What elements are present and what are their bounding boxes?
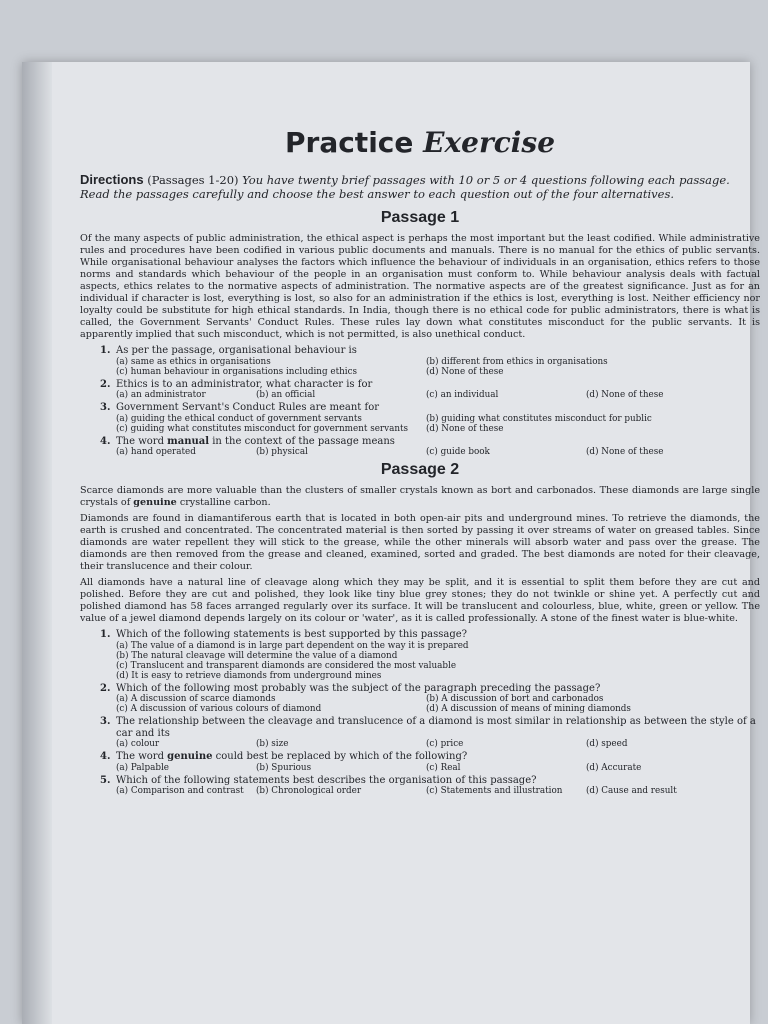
option-d: (d) It is easy to retrieve diamonds from underground mines (116, 670, 382, 681)
question-text (116, 436, 760, 448)
p2-question-1 (100, 629, 760, 681)
option-c: (c) Translucent and transparent diamonds are considered the most valuable (116, 660, 457, 671)
directions-text: You have twenty brief passages with 10 or 5 or 4 questions following each passage. Read the passages carefully and choose the best answer to each question out of the four alternatives. (80, 173, 730, 201)
question-number: 1. (100, 345, 111, 356)
option-d: (d) Cause and result (586, 786, 677, 796)
option-c: (c) Statements and illustration (426, 786, 563, 796)
p2-question-3 (100, 716, 760, 749)
option-b: (b) an official (256, 390, 316, 400)
option-d: (d) None of these (426, 423, 504, 434)
question-text: Which of the following most probably was the subject of the paragraph preceding the passage? (116, 682, 601, 694)
option-c: (c) A discussion of various colours of diamond (116, 704, 322, 714)
option-c: (c) price (426, 739, 464, 749)
p1-question-1 (100, 345, 760, 377)
option-d: (d) None of these (586, 447, 664, 457)
options (116, 786, 760, 796)
option-d: (d) A discussion of means of mining diamonds (426, 704, 631, 714)
question-number: 1. (100, 629, 111, 640)
option-b: (b) Spurious (256, 762, 312, 773)
option-b: (b) A discussion of bort and carbonados (426, 694, 604, 704)
question-text-pre: The word (116, 751, 168, 762)
option-b: (b) The natural cleavage will determine the value of a diamond (116, 650, 398, 661)
question-number: 4. (100, 751, 111, 762)
option-b: (b) guiding what constitutes misconduct for public (426, 413, 652, 424)
question-number: 2. (100, 682, 111, 694)
question-text: The relationship between the cleavage and translucence of a diamond is most similar in relationship as between the style of a car and its (116, 716, 756, 739)
option-a: (a) Palpable (116, 762, 170, 773)
question-text: Which of the following statements best describes the organisation of this passage? (116, 774, 537, 786)
option-c: (c) human behaviour in organisations including ethics (116, 366, 358, 377)
option-c: (c) Real (426, 762, 461, 773)
p1-question-4 (100, 436, 760, 458)
passage1-heading: Passage 1 (380, 209, 460, 226)
option-a: (a) guiding the ethical conduct of government servants (116, 413, 362, 424)
question-text: As per the passage, organisational behaviour is (116, 345, 357, 356)
option-a: (a) same as ethics in organisations (116, 356, 271, 367)
p2-question-4 (100, 751, 760, 773)
option-c: (c) an individual (426, 390, 499, 400)
para-text-post: crystalline carbon. (176, 497, 271, 508)
question-keyword: manual (167, 435, 210, 447)
passage2-para-2: Diamonds are found in diamantiferous earth that is located in both open-air pits and underground mines. To retrieve the diamonds, the earth is crushed and concentrated. The concentrated material is then sorted by passing it over streams of water on greased tables. Since diamonds are water repellent they will stick to the grease, while the other minerals will absorb water and pass over the grease. The diamonds are then removed from the grease and cleaned, examined, sorted and graded. The best diamonds are noted for their cleavage, their translucence and their colour. (80, 513, 760, 572)
options (116, 641, 760, 681)
option-a: (a) colour (116, 739, 160, 749)
passage2-heading: Passage 2 (380, 461, 460, 478)
option-a: (a) an administrator (116, 390, 206, 400)
page-content (80, 126, 760, 798)
question-text (116, 751, 760, 763)
options (116, 447, 760, 457)
p1-question-3 (100, 402, 760, 434)
p1-question-2 (100, 379, 760, 401)
directions-range: (Passages 1-20) (147, 173, 239, 187)
directions (80, 173, 760, 201)
question-number: 2. (100, 378, 111, 390)
title-main: Practice (284, 126, 414, 159)
page-title (80, 126, 760, 159)
options (116, 739, 760, 749)
option-a: (a) A discussion of scarce diamonds (116, 694, 276, 704)
option-b: (b) different from ethics in organisations (426, 356, 608, 367)
passage1-text: Of the many aspects of public administration, the ethical aspect is perhaps the most important but the least codified. While administrative rules and procedures have been codified in various public documents and manuals. There is no manual for the ethics of public servants. While organisational behaviour analyses the factors which influence the behaviour of individuals in an organisation, ethics refers to those norms and standards which behaviour of the people in an organisation must conform to. While behaviour analysis deals with factual aspects, ethics relates to the normative aspects of administration. The normative aspects are of the greatest significance. Just as for an individual if character is lost, everything is lost, so also for an administration if the ethics is lost, everything is lost. Neither efficiency nor loyalty could be substitute for high ethical standards. In India, though there is no ethical code for public administrators, there is what is called, the Government Servants' Conduct Rules. These rules lay down what constitutes misconduct for the public servants. It is apparently implied that such misconduct, which is not permitted, is also unethical conduct. (80, 233, 760, 340)
book-page (22, 62, 760, 1024)
question-number: 3. (100, 402, 111, 413)
question-text-pre: The word (116, 435, 168, 447)
options (116, 763, 760, 773)
option-a: (a) hand operated (116, 447, 196, 457)
question-number: 4. (100, 435, 111, 447)
passage2-para-3: All diamonds have a natural line of cleavage along which they may be split, and it is essential to split them before they are cut and polished. Before they are cut and polished, they look like tiny blue grey stones; they do not twinkle or shine yet. A perfectly cut and polished diamond has 58 faces arranged regularly over its surface. It will be translucent and colourless, blue, white, green or yellow. The value of a jewel diamond depends largely on its colour or 'water', as it is called professionally. A stone of the finest water is blue-white. (80, 577, 760, 624)
option-a: (a) Comparison and contrast (116, 786, 244, 796)
option-d: (d) None of these (586, 390, 664, 400)
question-number: 3. (100, 716, 111, 727)
passage2-para-1 (80, 485, 760, 509)
option-b: (b) Chronological order (256, 786, 362, 796)
directions-label: Directions (80, 172, 144, 187)
options (116, 390, 760, 400)
option-b: (b) size (256, 739, 289, 749)
option-a: (a) The value of a diamond is in large part dependent on the way it is prepared (116, 640, 469, 651)
question-text-post: could best be replaced by which of the following? (212, 751, 468, 762)
para-keyword: genuine (133, 497, 177, 508)
question-keyword: genuine (167, 751, 213, 762)
options (116, 414, 760, 434)
p2-question-2 (100, 683, 760, 715)
option-b: (b) physical (256, 447, 308, 457)
question-text: Which of the following statements is best supported by this passage? (116, 629, 468, 640)
option-c: (c) guiding what constitutes misconduct for government servants (116, 423, 409, 434)
question-number: 5. (100, 774, 111, 786)
option-d: (d) Accurate (586, 762, 642, 773)
option-d: (d) speed (586, 739, 628, 749)
question-text-post: in the context of the passage means (209, 435, 395, 447)
title-script: Exercise (423, 126, 556, 159)
para-text-pre: Scarce diamonds are more valuable than the clusters of smaller crystals known as bort and carbonados. These diamonds are large single crystals of (80, 485, 760, 508)
p2-question-5 (100, 775, 760, 797)
option-d: (d) None of these (426, 366, 504, 377)
question-text: Government Servant's Conduct Rules are meant for (116, 402, 380, 413)
option-c: (c) guide book (426, 447, 490, 457)
question-text: Ethics is to an administrator, what character is for (116, 378, 373, 390)
options (116, 357, 760, 377)
page-gutter (22, 62, 52, 1024)
options (116, 694, 760, 714)
